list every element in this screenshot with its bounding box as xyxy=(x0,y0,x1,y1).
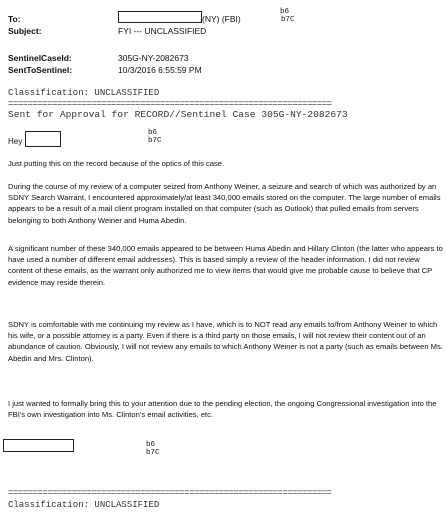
body-paragraph-4: SDNY is comfortable with me continuing my review as I have, which is to NOT read any emails to/from Anthony Weiner to which his wife, or a possible attorney is a party. Even if there is a third party on those emails, I will not review their content out of an abundance of caution. Obviously, I will not review any emails to which Anthony Weiner is not a party (such as emails between Ms. Abedin and Mrs. Clinton). xyxy=(8,320,443,363)
body-paragraph-1: Just putting this on the record because of the optics of this case. xyxy=(8,159,225,168)
to-value: (NY) (FBI) xyxy=(202,14,241,24)
classification-bottom: Classification: UNCLASSIFIED xyxy=(8,500,160,510)
body-paragraph-5: I just wanted to formally bring this to your attention due to the pending election, the ongoing Congressional investigation into the FBI's own investigation into Ms. Clinton's email activities, etc. xyxy=(8,399,437,420)
redaction-box-greeting xyxy=(25,131,61,147)
subject-label: Subject: xyxy=(8,26,42,36)
body-paragraph-2: During the course of my review of a computer seized from Anthony Weiner, a seizure and search of which was authorized by an SDNY Search Warrant, I encountered approximately/at least 340,000 emails stored on the computer. The large number of emails appears to be a result of a mail client program installed on that computer (such as Outlook) that pulled emails from servers belonging to both Anthony Weiner and Huma Abedin. xyxy=(8,182,441,225)
sent-for-approval-line: Sent for Approval for RECORD//Sentinel Case 305G-NY-2082673 xyxy=(8,109,348,120)
classification-top: Classification: UNCLASSIFIED xyxy=(8,88,160,98)
subject-value: FYI --- UNCLASSIFIED xyxy=(118,26,207,36)
sentinel-case-id-value: 305G-NY-2082673 xyxy=(118,53,189,63)
to-label: To: xyxy=(8,14,21,24)
redaction-box-to xyxy=(118,11,202,23)
exemption-code-greeting-2: b7C xyxy=(148,137,162,145)
separator-line-bottom: ================================================================== xyxy=(8,488,332,498)
separator-line-top: ================================================================== xyxy=(8,99,332,109)
sent-to-sentinel-value: 10/3/2016 6:55:59 PM xyxy=(118,65,202,75)
sentinel-case-id-label: SentinelCaseId: xyxy=(8,53,72,63)
greeting: Hey xyxy=(8,137,23,146)
exemption-code-signature-2: b7C xyxy=(146,449,160,457)
sent-to-sentinel-label: SentToSentinel: xyxy=(8,65,73,75)
exemption-code-greeting-1: b6 xyxy=(148,129,158,137)
exemption-code-header-2: b7C xyxy=(281,16,295,24)
exemption-code-header-1: b6 xyxy=(280,8,290,16)
exemption-code-signature-1: b6 xyxy=(146,441,156,449)
body-paragraph-3: A significant number of these 340,000 emails appeared to be between Huma Abedin and Hillary Clinton (the latter who appears to have used a number of different email addresses). This is based simply a review of the header information. I did not review content of these emails, as the warrant only authorized me to view items that would give me probable cause to believe that CP evidence may reside therein. xyxy=(8,244,443,287)
redaction-box-signature xyxy=(3,439,74,452)
